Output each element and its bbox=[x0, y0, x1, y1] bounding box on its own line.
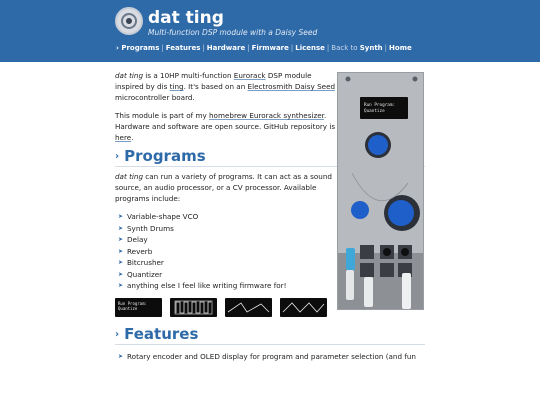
nav-separator: | bbox=[326, 44, 330, 52]
bullet-chevron-icon: ➤ bbox=[118, 259, 124, 266]
nav-item-programs[interactable]: › Programs bbox=[116, 44, 160, 52]
intro-paragraph-2 bbox=[115, 110, 340, 143]
jack-icon bbox=[360, 263, 374, 277]
oled-screenshot-triangle-wave[interactable] bbox=[280, 298, 327, 317]
main-content bbox=[115, 70, 416, 368]
intro-text: DSP module inspired by dis bbox=[115, 71, 312, 91]
list-item bbox=[115, 280, 340, 292]
features-heading bbox=[115, 324, 425, 345]
list-item bbox=[115, 246, 340, 258]
site-title[interactable]: dat ting bbox=[148, 8, 224, 28]
nav-item-license[interactable]: License bbox=[295, 44, 325, 52]
jack-icon bbox=[360, 245, 374, 259]
list-item-text: Synth Drums bbox=[127, 223, 174, 233]
list-item-text: Rotary encoder and OLED display for program and parameter selection (and fun bbox=[127, 351, 416, 361]
list-item-text: Quantizer bbox=[127, 269, 163, 279]
programs-heading-text: Programs bbox=[124, 147, 206, 165]
programs-description bbox=[115, 171, 340, 204]
chevron-right-icon: › bbox=[115, 151, 120, 162]
list-item-text: Delay bbox=[127, 235, 148, 244]
screw-icon bbox=[413, 77, 418, 82]
bullet-chevron-icon: ➤ bbox=[118, 236, 124, 243]
nav-separator: | bbox=[247, 44, 250, 52]
small-knob bbox=[351, 201, 369, 219]
intro-text: microcontroller board. bbox=[115, 93, 195, 102]
bullet-chevron-icon: ➤ bbox=[118, 282, 124, 289]
ting-link[interactable]: ting bbox=[169, 82, 184, 91]
bullet-chevron-icon: ➤ bbox=[118, 247, 124, 255]
intro-module-name: dat ting bbox=[115, 71, 144, 80]
nav-item-synth[interactable]: Synth bbox=[359, 44, 383, 52]
large-knob bbox=[388, 200, 414, 226]
site-tagline: Multi-function DSP module with a Daisy Seed bbox=[148, 28, 318, 37]
oled-display bbox=[360, 97, 408, 119]
patch-cable-white bbox=[402, 273, 411, 309]
intro-text: This module is part of my bbox=[115, 111, 209, 120]
list-item bbox=[115, 211, 340, 223]
intro-text: . Hardware and software are open source. GitHub repository is bbox=[115, 111, 336, 131]
bullet-chevron-icon: ➤ bbox=[118, 213, 124, 220]
programs-description-text: can run a variety of programs. It can act as a sound source, an audio processor, or a CV processor. Available programs include: bbox=[115, 172, 332, 203]
chevron-right-icon: › bbox=[115, 328, 120, 340]
jack-icon bbox=[380, 263, 394, 277]
list-item-text: Variable-shape VCO bbox=[127, 212, 199, 221]
oled-screenshot-pulse-wave[interactable] bbox=[170, 298, 217, 317]
oled-text-line-1: Run Program: bbox=[118, 300, 147, 306]
nav-separator: | bbox=[384, 44, 388, 52]
programs-module-name: dat ting bbox=[115, 172, 144, 181]
nav-separator: | bbox=[290, 44, 294, 52]
oled-display-line-1: Run Program: bbox=[364, 103, 396, 108]
nav-separator: | bbox=[161, 44, 164, 52]
github-link[interactable]: here bbox=[115, 133, 132, 142]
list-item bbox=[115, 234, 340, 246]
oled-screenshot-ramp-wave[interactable] bbox=[225, 298, 272, 317]
oled-screenshot-quantize[interactable] bbox=[115, 298, 162, 317]
daisy-seed-link[interactable]: Electrosmith Daisy Seed bbox=[247, 82, 336, 91]
ramp-wave-icon bbox=[225, 298, 272, 317]
bullet-chevron-icon: ➤ bbox=[118, 352, 124, 360]
nav-item-hardware[interactable]: Hardware bbox=[206, 44, 246, 52]
logo-center-dot bbox=[126, 18, 132, 24]
site-header bbox=[0, 0, 540, 62]
site-logo[interactable] bbox=[115, 7, 143, 35]
bullet-chevron-icon: ➤ bbox=[118, 224, 124, 232]
list-item bbox=[115, 269, 340, 281]
bullet-chevron-icon: ➤ bbox=[118, 270, 124, 278]
features-list bbox=[115, 351, 425, 363]
oled-display-line-2: Quantize bbox=[364, 109, 385, 114]
list-item-text: anything else I feel like writing firmware for! bbox=[127, 281, 287, 290]
homebrew-synth-link[interactable]: homebrew Eurorack synthesizer bbox=[209, 111, 324, 120]
features-heading-text: Features bbox=[124, 324, 199, 343]
module-illustration bbox=[338, 73, 424, 310]
list-item bbox=[115, 351, 425, 363]
patch-cable-white bbox=[346, 270, 354, 300]
intro-paragraph-1 bbox=[115, 70, 340, 103]
nav-back-to-label: Back to bbox=[331, 44, 358, 52]
screw-icon bbox=[346, 77, 351, 82]
intro-text: . It's based on an bbox=[183, 82, 248, 91]
module-photo bbox=[337, 72, 424, 310]
list-item bbox=[115, 257, 340, 269]
oled-text-line-2: Quantize bbox=[118, 305, 138, 311]
intro-text: . bbox=[131, 133, 134, 142]
triangle-wave-icon bbox=[280, 298, 327, 317]
list-item-text: Bitcrusher bbox=[127, 258, 164, 267]
nav-item-firmware[interactable]: Firmware bbox=[251, 44, 289, 52]
eurorack-link[interactable]: Eurorack bbox=[233, 71, 266, 80]
top-nav bbox=[116, 44, 412, 52]
list-item bbox=[115, 223, 340, 235]
nav-item-features[interactable]: Features bbox=[165, 44, 201, 52]
encoder-knob bbox=[368, 135, 388, 155]
nav-separator: | bbox=[202, 44, 205, 52]
programs-list bbox=[115, 211, 340, 292]
patch-cable-blue bbox=[346, 248, 355, 270]
intro-text: is a 10HP multi-function bbox=[143, 71, 234, 80]
oled-screenshots bbox=[115, 298, 340, 317]
patch-cable-white bbox=[364, 277, 373, 307]
list-item-text: Reverb bbox=[127, 246, 153, 256]
pulse-wave-icon bbox=[170, 298, 217, 317]
nav-item-home[interactable]: Home bbox=[389, 44, 412, 52]
